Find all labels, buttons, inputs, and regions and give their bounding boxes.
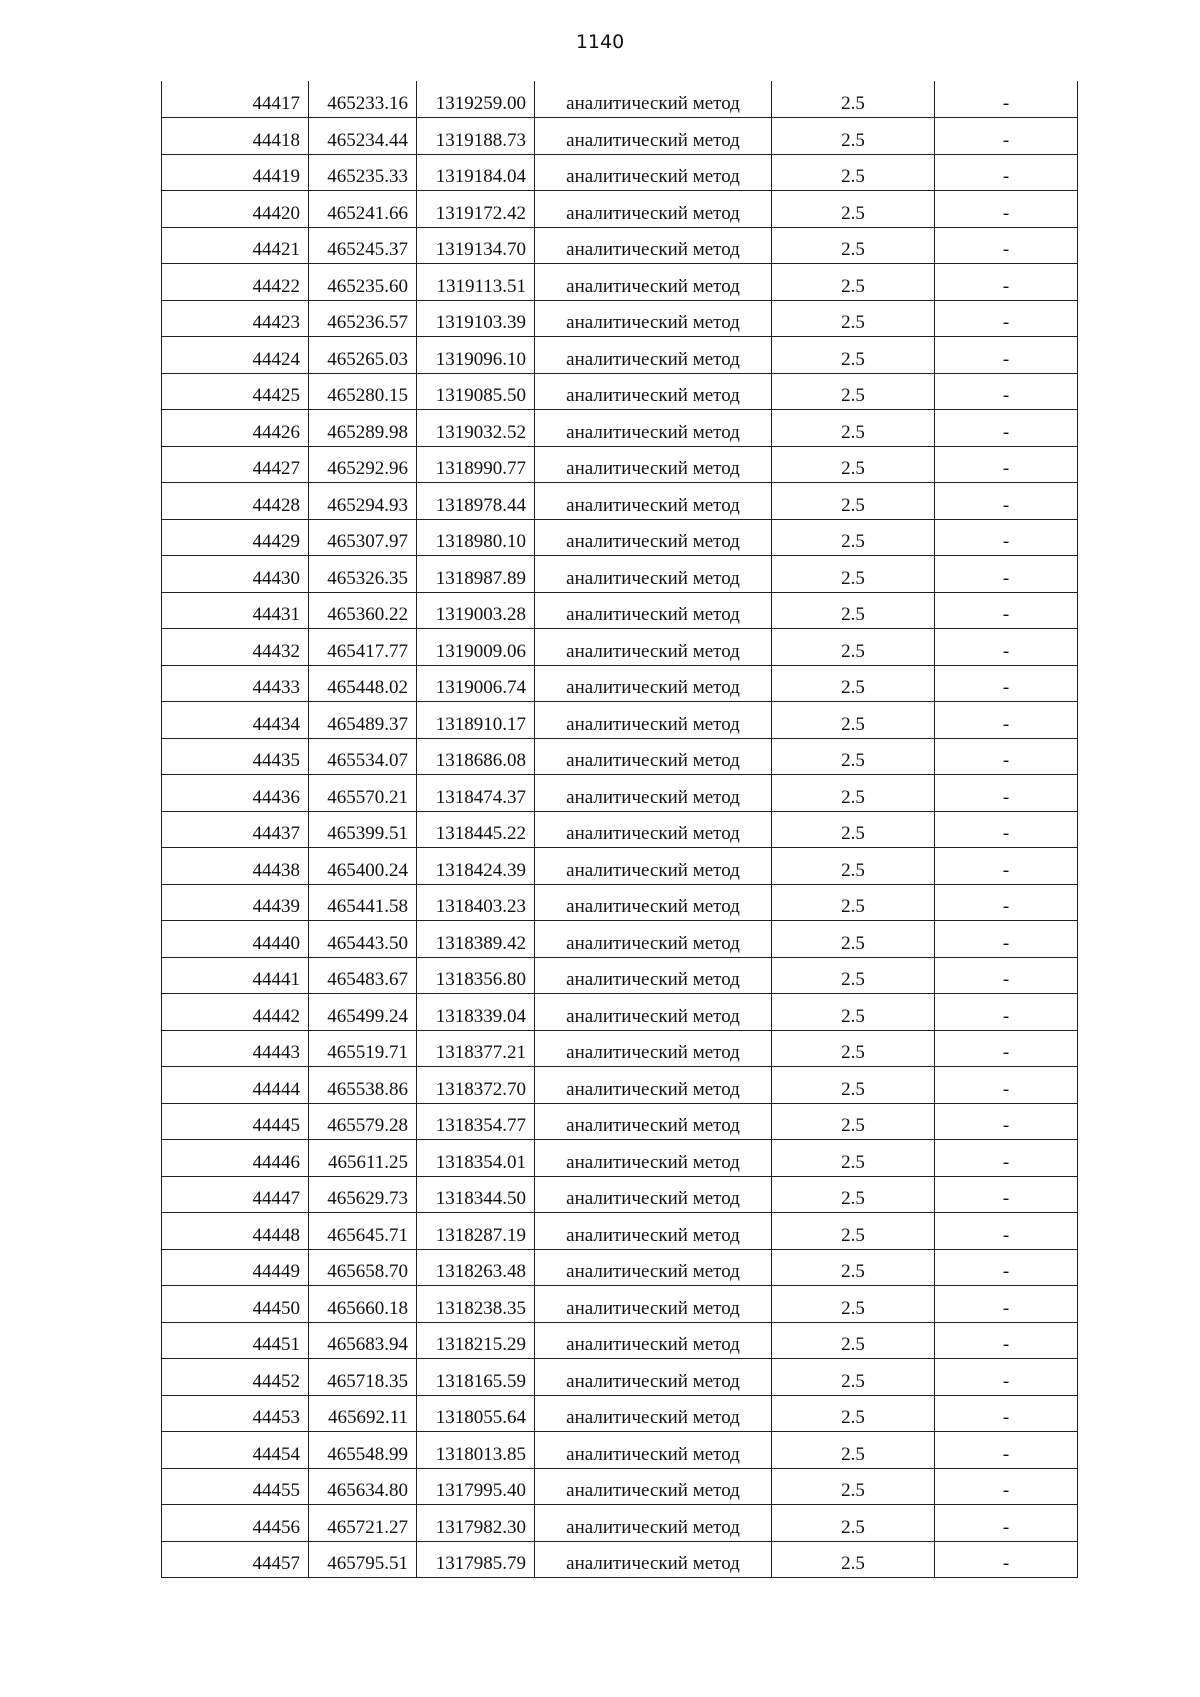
point-number-cell: 44449 [162, 1249, 309, 1286]
y-coordinate-cell: 1318356.80 [417, 957, 535, 994]
x-coordinate-cell: 465483.67 [309, 957, 417, 994]
x-coordinate-cell: 465292.96 [309, 446, 417, 483]
note-cell: - [935, 81, 1078, 118]
note-cell: - [935, 957, 1078, 994]
y-coordinate-cell: 1318344.50 [417, 1176, 535, 1213]
x-coordinate-cell: 465499.24 [309, 994, 417, 1031]
y-coordinate-cell: 1319103.39 [417, 300, 535, 337]
method-cell: аналитический метод [535, 738, 772, 775]
table-row [162, 1103, 1078, 1140]
coordinates-table [161, 81, 1078, 1578]
note-cell: - [935, 556, 1078, 593]
table-row [162, 1468, 1078, 1505]
method-cell: аналитический метод [535, 1432, 772, 1469]
x-coordinate-cell: 465548.99 [309, 1432, 417, 1469]
point-number-cell: 44439 [162, 884, 309, 921]
x-coordinate-cell: 465236.57 [309, 300, 417, 337]
y-coordinate-cell: 1319259.00 [417, 81, 535, 118]
y-coordinate-cell: 1318354.01 [417, 1140, 535, 1177]
accuracy-cell: 2.5 [772, 629, 935, 666]
point-number-cell: 44433 [162, 665, 309, 702]
y-coordinate-cell: 1319188.73 [417, 118, 535, 155]
method-cell: аналитический метод [535, 519, 772, 556]
note-cell: - [935, 1286, 1078, 1323]
note-cell: - [935, 1468, 1078, 1505]
x-coordinate-cell: 465683.94 [309, 1322, 417, 1359]
page-number: 1140 [575, 31, 625, 53]
accuracy-cell: 2.5 [772, 154, 935, 191]
point-number-cell: 44447 [162, 1176, 309, 1213]
method-cell: аналитический метод [535, 884, 772, 921]
y-coordinate-cell: 1318686.08 [417, 738, 535, 775]
method-cell: аналитический метод [535, 665, 772, 702]
accuracy-cell: 2.5 [772, 1103, 935, 1140]
accuracy-cell: 2.5 [772, 1249, 935, 1286]
method-cell: аналитический метод [535, 1359, 772, 1396]
y-coordinate-cell: 1318354.77 [417, 1103, 535, 1140]
note-cell: - [935, 1103, 1078, 1140]
method-cell: аналитический метод [535, 1249, 772, 1286]
point-number-cell: 44444 [162, 1067, 309, 1104]
method-cell: аналитический метод [535, 446, 772, 483]
accuracy-cell: 2.5 [772, 118, 935, 155]
y-coordinate-cell: 1319032.52 [417, 410, 535, 447]
note-cell: - [935, 227, 1078, 264]
method-cell: аналитический метод [535, 483, 772, 520]
point-number-cell: 44432 [162, 629, 309, 666]
method-cell: аналитический метод [535, 1176, 772, 1213]
table-row [162, 446, 1078, 483]
y-coordinate-cell: 1317985.79 [417, 1541, 535, 1578]
point-number-cell: 44427 [162, 446, 309, 483]
y-coordinate-cell: 1318389.42 [417, 921, 535, 958]
table-row [162, 1541, 1078, 1578]
x-coordinate-cell: 465721.27 [309, 1505, 417, 1542]
note-cell: - [935, 410, 1078, 447]
table-row [162, 738, 1078, 775]
point-number-cell: 44417 [162, 81, 309, 118]
y-coordinate-cell: 1318424.39 [417, 848, 535, 885]
x-coordinate-cell: 465245.37 [309, 227, 417, 264]
x-coordinate-cell: 465360.22 [309, 592, 417, 629]
note-cell: - [935, 1541, 1078, 1578]
table-row [162, 1067, 1078, 1104]
y-coordinate-cell: 1318474.37 [417, 775, 535, 812]
point-number-cell: 44418 [162, 118, 309, 155]
accuracy-cell: 2.5 [772, 1213, 935, 1250]
table-row [162, 519, 1078, 556]
x-coordinate-cell: 465326.35 [309, 556, 417, 593]
accuracy-cell: 2.5 [772, 848, 935, 885]
x-coordinate-cell: 465265.03 [309, 337, 417, 374]
x-coordinate-cell: 465233.16 [309, 81, 417, 118]
x-coordinate-cell: 465399.51 [309, 811, 417, 848]
table-row [162, 227, 1078, 264]
point-number-cell: 44445 [162, 1103, 309, 1140]
table-row [162, 300, 1078, 337]
method-cell: аналитический метод [535, 1322, 772, 1359]
y-coordinate-cell: 1319003.28 [417, 592, 535, 629]
y-coordinate-cell: 1318445.22 [417, 811, 535, 848]
table-row [162, 1249, 1078, 1286]
accuracy-cell: 2.5 [772, 1359, 935, 1396]
note-cell: - [935, 483, 1078, 520]
note-cell: - [935, 446, 1078, 483]
y-coordinate-cell: 1319009.06 [417, 629, 535, 666]
point-number-cell: 44428 [162, 483, 309, 520]
point-number-cell: 44430 [162, 556, 309, 593]
point-number-cell: 44426 [162, 410, 309, 447]
point-number-cell: 44437 [162, 811, 309, 848]
y-coordinate-cell: 1318165.59 [417, 1359, 535, 1396]
table-row [162, 811, 1078, 848]
method-cell: аналитический метод [535, 227, 772, 264]
accuracy-cell: 2.5 [772, 1541, 935, 1578]
table-row [162, 1140, 1078, 1177]
table-row [162, 337, 1078, 374]
point-number-cell: 44453 [162, 1395, 309, 1432]
note-cell: - [935, 264, 1078, 301]
table-row [162, 1322, 1078, 1359]
y-coordinate-cell: 1319184.04 [417, 154, 535, 191]
point-number-cell: 44436 [162, 775, 309, 812]
point-number-cell: 44423 [162, 300, 309, 337]
accuracy-cell: 2.5 [772, 884, 935, 921]
x-coordinate-cell: 465692.11 [309, 1395, 417, 1432]
method-cell: аналитический метод [535, 1140, 772, 1177]
accuracy-cell: 2.5 [772, 446, 935, 483]
y-coordinate-cell: 1318339.04 [417, 994, 535, 1031]
accuracy-cell: 2.5 [772, 264, 935, 301]
accuracy-cell: 2.5 [772, 227, 935, 264]
accuracy-cell: 2.5 [772, 775, 935, 812]
table-body [162, 81, 1078, 1578]
x-coordinate-cell: 465241.66 [309, 191, 417, 228]
table-row [162, 81, 1078, 118]
note-cell: - [935, 884, 1078, 921]
table-row [162, 629, 1078, 666]
point-number-cell: 44434 [162, 702, 309, 739]
y-coordinate-cell: 1318263.48 [417, 1249, 535, 1286]
accuracy-cell: 2.5 [772, 665, 935, 702]
point-number-cell: 44452 [162, 1359, 309, 1396]
point-number-cell: 44424 [162, 337, 309, 374]
method-cell: аналитический метод [535, 191, 772, 228]
note-cell: - [935, 300, 1078, 337]
method-cell: аналитический метод [535, 1103, 772, 1140]
accuracy-cell: 2.5 [772, 811, 935, 848]
y-coordinate-cell: 1318403.23 [417, 884, 535, 921]
x-coordinate-cell: 465400.24 [309, 848, 417, 885]
x-coordinate-cell: 465538.86 [309, 1067, 417, 1104]
point-number-cell: 44420 [162, 191, 309, 228]
y-coordinate-cell: 1319096.10 [417, 337, 535, 374]
y-coordinate-cell: 1318990.77 [417, 446, 535, 483]
x-coordinate-cell: 465294.93 [309, 483, 417, 520]
accuracy-cell: 2.5 [772, 1432, 935, 1469]
note-cell: - [935, 811, 1078, 848]
accuracy-cell: 2.5 [772, 1395, 935, 1432]
y-coordinate-cell: 1318013.85 [417, 1432, 535, 1469]
method-cell: аналитический метод [535, 1505, 772, 1542]
x-coordinate-cell: 465234.44 [309, 118, 417, 155]
x-coordinate-cell: 465280.15 [309, 373, 417, 410]
x-coordinate-cell: 465289.98 [309, 410, 417, 447]
note-cell: - [935, 373, 1078, 410]
table-row [162, 118, 1078, 155]
point-number-cell: 44438 [162, 848, 309, 885]
method-cell: аналитический метод [535, 337, 772, 374]
y-coordinate-cell: 1319085.50 [417, 373, 535, 410]
x-coordinate-cell: 465658.70 [309, 1249, 417, 1286]
note-cell: - [935, 994, 1078, 1031]
table-row [162, 957, 1078, 994]
note-cell: - [935, 519, 1078, 556]
y-coordinate-cell: 1317995.40 [417, 1468, 535, 1505]
x-coordinate-cell: 465579.28 [309, 1103, 417, 1140]
accuracy-cell: 2.5 [772, 921, 935, 958]
point-number-cell: 44421 [162, 227, 309, 264]
point-number-cell: 44429 [162, 519, 309, 556]
point-number-cell: 44440 [162, 921, 309, 958]
y-coordinate-cell: 1318377.21 [417, 1030, 535, 1067]
y-coordinate-cell: 1319172.42 [417, 191, 535, 228]
method-cell: аналитический метод [535, 811, 772, 848]
method-cell: аналитический метод [535, 1030, 772, 1067]
x-coordinate-cell: 465441.58 [309, 884, 417, 921]
point-number-cell: 44431 [162, 592, 309, 629]
accuracy-cell: 2.5 [772, 1176, 935, 1213]
method-cell: аналитический метод [535, 629, 772, 666]
table-row [162, 665, 1078, 702]
note-cell: - [935, 337, 1078, 374]
table-row [162, 1286, 1078, 1323]
y-coordinate-cell: 1317982.30 [417, 1505, 535, 1542]
note-cell: - [935, 118, 1078, 155]
note-cell: - [935, 1395, 1078, 1432]
note-cell: - [935, 702, 1078, 739]
method-cell: аналитический метод [535, 81, 772, 118]
note-cell: - [935, 1249, 1078, 1286]
method-cell: аналитический метод [535, 1541, 772, 1578]
x-coordinate-cell: 465718.35 [309, 1359, 417, 1396]
x-coordinate-cell: 465795.51 [309, 1541, 417, 1578]
accuracy-cell: 2.5 [772, 483, 935, 520]
method-cell: аналитический метод [535, 957, 772, 994]
y-coordinate-cell: 1318238.35 [417, 1286, 535, 1323]
note-cell: - [935, 1140, 1078, 1177]
table-row [162, 775, 1078, 812]
note-cell: - [935, 629, 1078, 666]
note-cell: - [935, 1213, 1078, 1250]
accuracy-cell: 2.5 [772, 957, 935, 994]
note-cell: - [935, 592, 1078, 629]
y-coordinate-cell: 1319006.74 [417, 665, 535, 702]
table-row [162, 884, 1078, 921]
point-number-cell: 44442 [162, 994, 309, 1031]
y-coordinate-cell: 1318055.64 [417, 1395, 535, 1432]
accuracy-cell: 2.5 [772, 373, 935, 410]
x-coordinate-cell: 465534.07 [309, 738, 417, 775]
x-coordinate-cell: 465629.73 [309, 1176, 417, 1213]
x-coordinate-cell: 465645.71 [309, 1213, 417, 1250]
accuracy-cell: 2.5 [772, 994, 935, 1031]
point-number-cell: 44454 [162, 1432, 309, 1469]
x-coordinate-cell: 465443.50 [309, 921, 417, 958]
point-number-cell: 44451 [162, 1322, 309, 1359]
table-row [162, 373, 1078, 410]
accuracy-cell: 2.5 [772, 738, 935, 775]
table-row [162, 1432, 1078, 1469]
method-cell: аналитический метод [535, 154, 772, 191]
accuracy-cell: 2.5 [772, 191, 935, 228]
point-number-cell: 44419 [162, 154, 309, 191]
method-cell: аналитический метод [535, 556, 772, 593]
note-cell: - [935, 738, 1078, 775]
table-row [162, 921, 1078, 958]
x-coordinate-cell: 465660.18 [309, 1286, 417, 1323]
point-number-cell: 44441 [162, 957, 309, 994]
x-coordinate-cell: 465235.60 [309, 264, 417, 301]
table-row [162, 410, 1078, 447]
method-cell: аналитический метод [535, 702, 772, 739]
x-coordinate-cell: 465519.71 [309, 1030, 417, 1067]
point-number-cell: 44425 [162, 373, 309, 410]
y-coordinate-cell: 1318980.10 [417, 519, 535, 556]
method-cell: аналитический метод [535, 410, 772, 447]
x-coordinate-cell: 465417.77 [309, 629, 417, 666]
note-cell: - [935, 1359, 1078, 1396]
accuracy-cell: 2.5 [772, 1030, 935, 1067]
accuracy-cell: 2.5 [772, 1505, 935, 1542]
accuracy-cell: 2.5 [772, 592, 935, 629]
x-coordinate-cell: 465307.97 [309, 519, 417, 556]
point-number-cell: 44443 [162, 1030, 309, 1067]
accuracy-cell: 2.5 [772, 1286, 935, 1323]
method-cell: аналитический метод [535, 1067, 772, 1104]
y-coordinate-cell: 1318372.70 [417, 1067, 535, 1104]
table-row [162, 264, 1078, 301]
note-cell: - [935, 154, 1078, 191]
accuracy-cell: 2.5 [772, 337, 935, 374]
y-coordinate-cell: 1318987.89 [417, 556, 535, 593]
method-cell: аналитический метод [535, 1286, 772, 1323]
method-cell: аналитический метод [535, 118, 772, 155]
method-cell: аналитический метод [535, 1468, 772, 1505]
method-cell: аналитический метод [535, 592, 772, 629]
method-cell: аналитический метод [535, 1395, 772, 1432]
y-coordinate-cell: 1318215.29 [417, 1322, 535, 1359]
table-row [162, 1505, 1078, 1542]
note-cell: - [935, 1176, 1078, 1213]
note-cell: - [935, 191, 1078, 228]
accuracy-cell: 2.5 [772, 81, 935, 118]
note-cell: - [935, 921, 1078, 958]
y-coordinate-cell: 1319134.70 [417, 227, 535, 264]
note-cell: - [935, 1067, 1078, 1104]
note-cell: - [935, 1030, 1078, 1067]
table-row [162, 592, 1078, 629]
accuracy-cell: 2.5 [772, 300, 935, 337]
table-row [162, 994, 1078, 1031]
point-number-cell: 44455 [162, 1468, 309, 1505]
point-number-cell: 44450 [162, 1286, 309, 1323]
note-cell: - [935, 1432, 1078, 1469]
y-coordinate-cell: 1319113.51 [417, 264, 535, 301]
method-cell: аналитический метод [535, 1213, 772, 1250]
y-coordinate-cell: 1318910.17 [417, 702, 535, 739]
table-row [162, 1030, 1078, 1067]
method-cell: аналитический метод [535, 264, 772, 301]
accuracy-cell: 2.5 [772, 410, 935, 447]
point-number-cell: 44446 [162, 1140, 309, 1177]
note-cell: - [935, 1322, 1078, 1359]
note-cell: - [935, 775, 1078, 812]
point-number-cell: 44435 [162, 738, 309, 775]
x-coordinate-cell: 465448.02 [309, 665, 417, 702]
table-row [162, 848, 1078, 885]
x-coordinate-cell: 465489.37 [309, 702, 417, 739]
x-coordinate-cell: 465235.33 [309, 154, 417, 191]
accuracy-cell: 2.5 [772, 556, 935, 593]
x-coordinate-cell: 465634.80 [309, 1468, 417, 1505]
accuracy-cell: 2.5 [772, 1067, 935, 1104]
method-cell: аналитический метод [535, 921, 772, 958]
note-cell: - [935, 848, 1078, 885]
point-number-cell: 44448 [162, 1213, 309, 1250]
x-coordinate-cell: 465570.21 [309, 775, 417, 812]
table-row [162, 1359, 1078, 1396]
table-row [162, 191, 1078, 228]
note-cell: - [935, 1505, 1078, 1542]
table-row [162, 1395, 1078, 1432]
table-row [162, 702, 1078, 739]
y-coordinate-cell: 1318287.19 [417, 1213, 535, 1250]
accuracy-cell: 2.5 [772, 1468, 935, 1505]
method-cell: аналитический метод [535, 775, 772, 812]
x-coordinate-cell: 465611.25 [309, 1140, 417, 1177]
method-cell: аналитический метод [535, 373, 772, 410]
note-cell: - [935, 665, 1078, 702]
table-row [162, 1176, 1078, 1213]
accuracy-cell: 2.5 [772, 702, 935, 739]
table-row [162, 1213, 1078, 1250]
method-cell: аналитический метод [535, 848, 772, 885]
accuracy-cell: 2.5 [772, 519, 935, 556]
method-cell: аналитический метод [535, 300, 772, 337]
method-cell: аналитический метод [535, 994, 772, 1031]
point-number-cell: 44422 [162, 264, 309, 301]
point-number-cell: 44456 [162, 1505, 309, 1542]
point-number-cell: 44457 [162, 1541, 309, 1578]
accuracy-cell: 2.5 [772, 1140, 935, 1177]
accuracy-cell: 2.5 [772, 1322, 935, 1359]
y-coordinate-cell: 1318978.44 [417, 483, 535, 520]
table-row [162, 154, 1078, 191]
table-row [162, 483, 1078, 520]
table-row [162, 556, 1078, 593]
